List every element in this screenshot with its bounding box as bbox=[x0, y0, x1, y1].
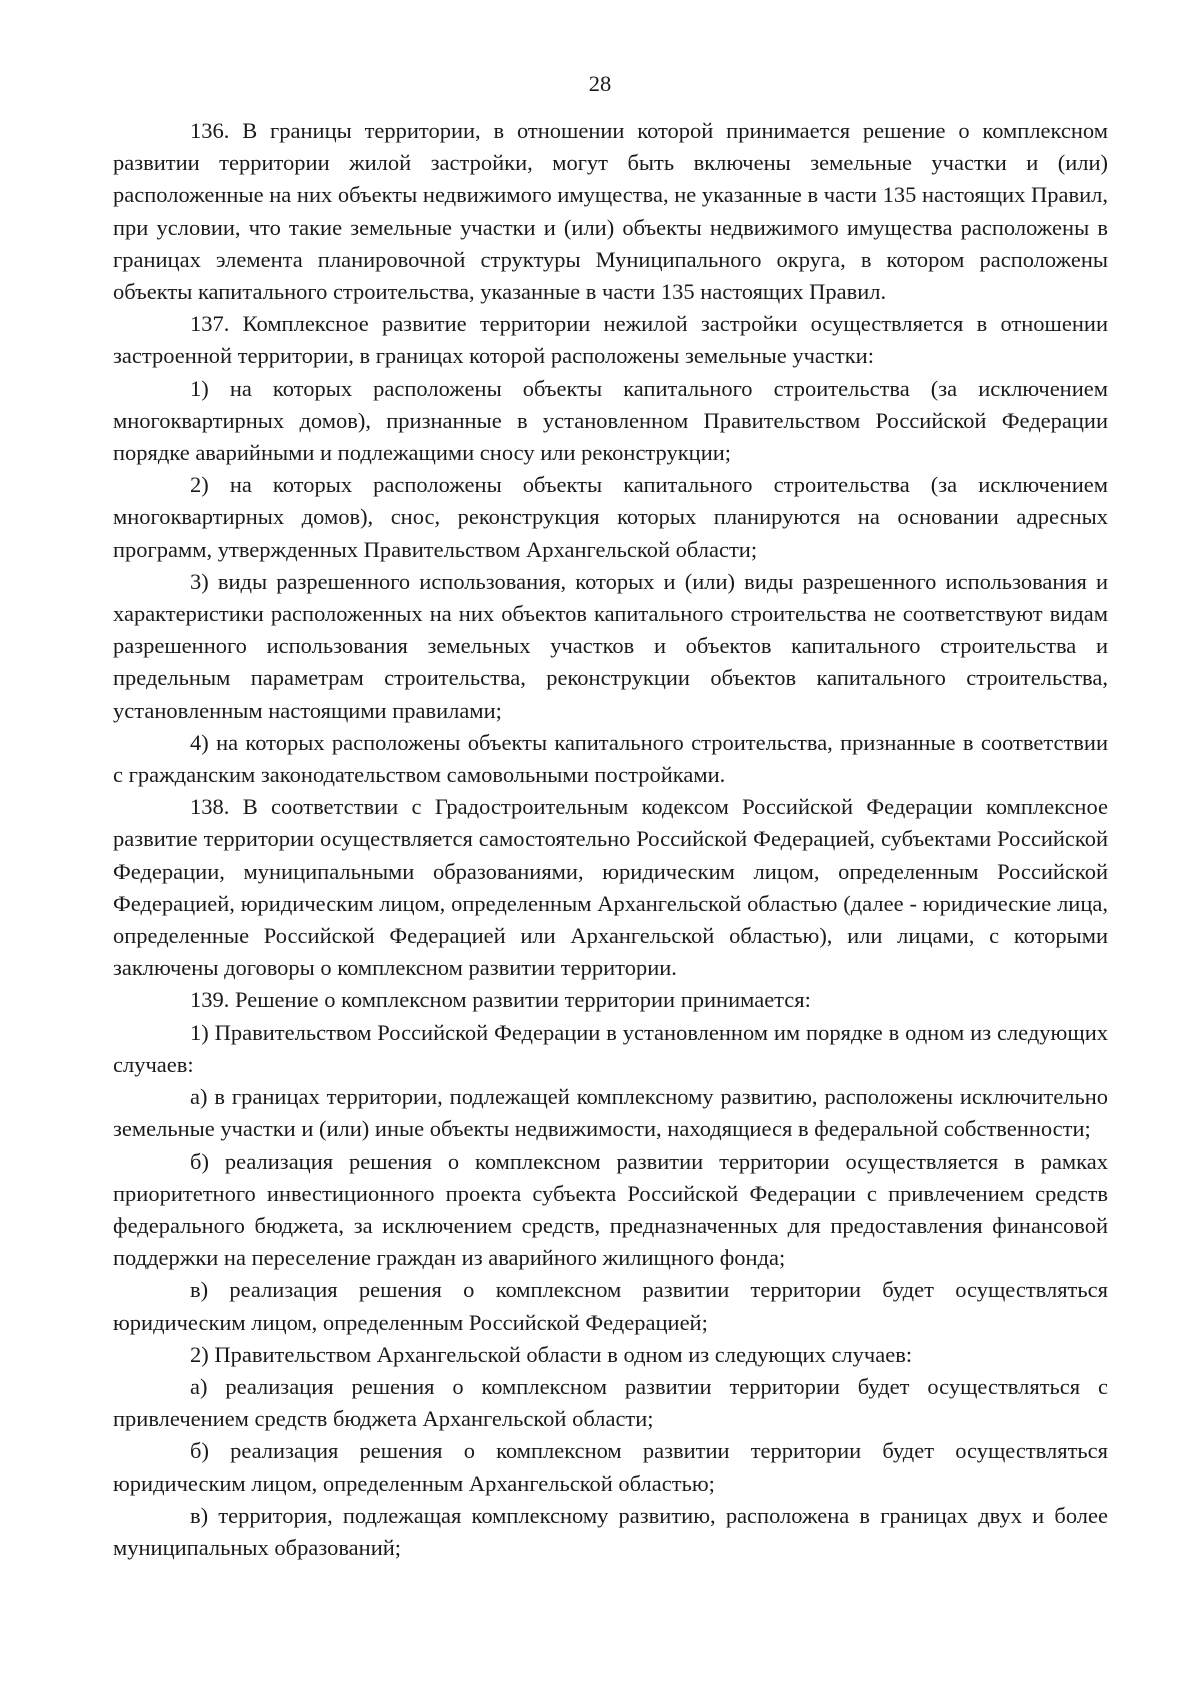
list-item-137-2: 2) на которых расположены объекты капитального строительства (за исключением многоквартирных домов), снос, реконструкция которых планируются на основании адресных программ, утвержденных Правительством Архангельской области; bbox=[113, 472, 1108, 562]
list-item-139-1: 1) Правительством Российской Федерации в установленном им порядке в одном из следующих случаев: bbox=[113, 1019, 1108, 1077]
list-item-137-3: 3) виды разрешенного использования, которых и (или) виды разрешенного использования и характеристики расположенных на них объектов капитального строительства не соответствуют видам разрешенного использования земельных участков и объектов капитального строительства и предельным параметрам строительства, реконструкции объектов капитального строительства, установленным настоящими правилами; bbox=[113, 568, 1108, 723]
sub-item-139-1-a: а) в границах территории, подлежащей комплексному развитию, расположены исключительно земельные участки и (или) иные объекты недвижимости, находящиеся в федеральной собственности; bbox=[113, 1084, 1108, 1142]
paragraph-139: 139. Решение о комплексном развитии территории принимается: bbox=[190, 987, 811, 1013]
sub-item-139-2-b: б) реализация решения о комплексном развитии территории будет осуществляться юридическим лицом, определенным Архангельской областью; bbox=[113, 1438, 1108, 1496]
page-number: 28 bbox=[588, 71, 612, 96]
list-item-137-1: 1) на которых расположены объекты капитального строительства (за исключением многоквартирных домов), признанные в установленном Правительством Российской Федерации порядке аварийными и подлежащими сносу или реконструкции; bbox=[113, 375, 1108, 466]
sub-item-139-2-v: в) территория, подлежащая комплексному развитию, расположена в границах двух и более муниципальных образований; bbox=[113, 1502, 1108, 1560]
sub-item-139-1-v: в) реализация решения о комплексном развитии территории будет осуществляться юридическим лицом, определенным Российской Федерацией; bbox=[113, 1277, 1108, 1335]
sub-item-139-1-b: б) реализация решения о комплексном развитии территории осуществляется в рамках приоритетного инвестиционного проекта субъекта Российской Федерации с привлечением средств федерального бюджета, за исключением средств, предназначенных для предоставления финансовой поддержки на переселение граждан из аварийного жилищного фонда; bbox=[113, 1148, 1108, 1271]
paragraph-137: 137. Комплексное развитие территории нежилой застройки осуществляется в отношении застроенной территории, в границах которой расположены земельные участки: bbox=[113, 311, 1108, 369]
document-body bbox=[113, 115, 1108, 1564]
list-item-137-4: 4) на которых расположены объекты капитального строительства, признанные в соответствии с гражданским законодательством самовольными постройками. bbox=[113, 729, 1108, 788]
paragraph-136: 136. В границы территории, в отношении которой принимается решение о комплексном развитии территории жилой застройки, могут быть включены земельные участки и (или) расположенные на них объекты недвижимого имущества, не указанные в части 135 настоящих Правил, при условии, что такие земельные участки и (или) объекты недвижимого имущества расположены в границах элемента планировочной структуры Муниципального округа, в котором расположены объекты капитального строительства, указанные в части 135 настоящих Правил. bbox=[113, 118, 1108, 305]
paragraph-138: 138. В соответствии с Градостроительным кодексом Российской Федерации комплексное развитие территории осуществляется самостоятельно Российской Федерацией, субъектами Российской Федерации, муниципальными образованиями, юридическим лицом, определенным Российской Федерацией, юридическим лицом, определенным Архангельской областью (далее - юридические лица, определенные Российской Федерацией или Архангельской областью), или лицами, с которыми заключены договоры о комплексном развитии территории. bbox=[113, 794, 1108, 981]
sub-item-139-2-a: а) реализация решения о комплексном развитии территории будет осуществляться с привлечением средств бюджета Архангельской области; bbox=[113, 1373, 1108, 1432]
list-item-139-2: 2) Правительством Архангельской области в одном из следующих случаев: bbox=[190, 1341, 913, 1367]
